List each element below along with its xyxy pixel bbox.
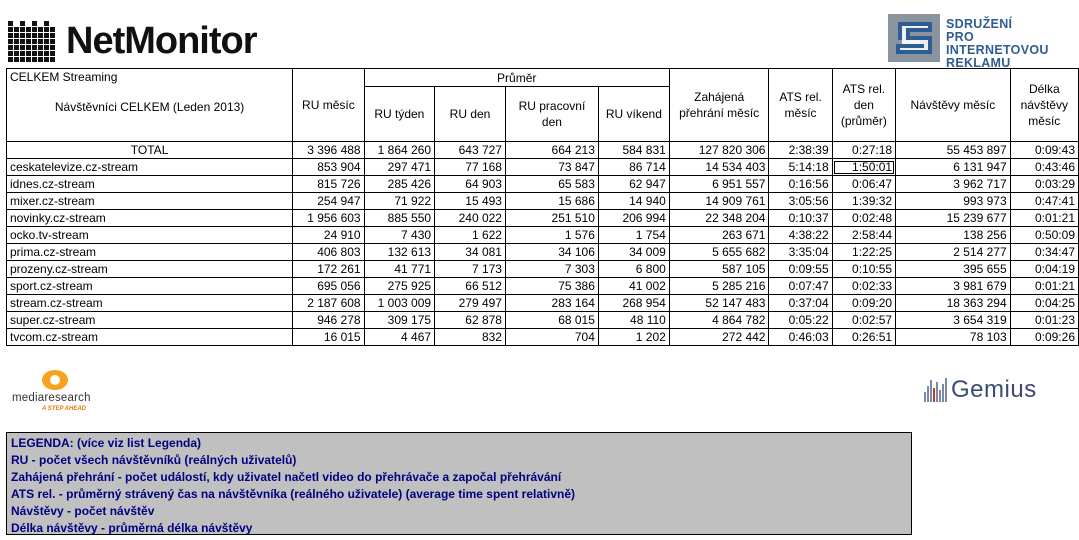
cell-ru-vikend[interactable]: 62 947 — [598, 176, 669, 193]
netmonitor-dot — [32, 39, 37, 44]
cell-ru-mesic[interactable]: 172 261 — [293, 261, 364, 278]
cell-ru-tyden[interactable]: 71 922 — [364, 193, 434, 210]
cell-zahajena[interactable]: 263 671 — [669, 227, 769, 244]
cell-zahajena[interactable]: 52 147 483 — [669, 295, 769, 312]
cell-ats-den[interactable]: 1:39:32 — [832, 193, 895, 210]
table-row — [7, 312, 1079, 329]
netmonitor-dot — [32, 51, 37, 56]
cell-navstevy[interactable]: 55 453 897 — [896, 142, 1011, 159]
mediaresearch-logo — [12, 370, 112, 414]
spir-logo — [888, 14, 1079, 70]
cell-delka[interactable]: 0:01:23 — [1010, 312, 1078, 329]
netmonitor-dot — [14, 57, 19, 62]
legend-line-4: ATS rel. - průměrný strávený čas na návštěvníka (reálného uživatele) (average time spent relativně) — [11, 487, 575, 501]
legend-line-3: Zahájená přehrání - počet událostí, kdy uživatel načetl video do přehrávače a započal přehrávání — [11, 470, 562, 484]
netmonitor-dot — [8, 33, 13, 38]
cell-delka[interactable]: 0:09:26 — [1010, 329, 1078, 346]
netmonitor-dot — [44, 21, 49, 26]
cell-zahajena[interactable]: 127 820 306 — [669, 142, 769, 159]
netmonitor-dot — [20, 57, 25, 62]
cell-ru-tyden[interactable]: 1 864 260 — [364, 142, 434, 159]
col-header-ru-den[interactable]: RU den — [435, 87, 506, 142]
cell-ats-mesic[interactable]: 0:10:37 — [769, 210, 832, 227]
cell-delka[interactable]: 0:47:41 — [1010, 193, 1078, 210]
cell-ru-vikend[interactable]: 34 009 — [598, 244, 669, 261]
cell-delka[interactable]: 0:34:47 — [1010, 244, 1078, 261]
cell-ats-mesic[interactable]: 2:38:39 — [769, 142, 832, 159]
netmonitor-dot — [26, 33, 31, 38]
netmonitor-dot — [50, 33, 55, 38]
cell-ats-mesic[interactable]: 0:05:22 — [769, 312, 832, 329]
col-header-ru-pracovni-den[interactable]: RU pracovní den — [505, 87, 598, 142]
cell-navstevy[interactable]: 3 962 717 — [896, 176, 1011, 193]
col-header-zahajena[interactable]: Zahájená přehrání měsíc — [669, 69, 769, 142]
cell-ru-den[interactable]: 15 493 — [435, 193, 506, 210]
gemius-bars-icon — [924, 378, 947, 402]
streaming-table — [6, 68, 1079, 346]
cell-ats-mesic[interactable]: 0:07:47 — [769, 278, 832, 295]
cell-ats-mesic[interactable]: 3:05:56 — [769, 193, 832, 210]
netmonitor-dot — [26, 45, 31, 50]
cell-ru-pracovni-den[interactable]: 15 686 — [505, 193, 598, 210]
cell-ru-den[interactable]: 7 173 — [435, 261, 506, 278]
netmonitor-dot — [8, 51, 13, 56]
cell-ru-tyden[interactable]: 275 925 — [364, 278, 434, 295]
cell-ats-den[interactable]: 0:27:18 — [832, 142, 895, 159]
table-row — [7, 278, 1079, 295]
cell-ru-den[interactable]: 77 168 — [435, 159, 506, 176]
cell-ru-vikend[interactable]: 268 954 — [598, 295, 669, 312]
netmonitor-dot — [44, 45, 49, 50]
gemius-bar — [939, 390, 941, 402]
netmonitor-dot — [32, 45, 37, 50]
cell-ru-den[interactable]: 62 878 — [435, 312, 506, 329]
netmonitor-dot — [44, 27, 49, 32]
cell-ats-den[interactable]: 1:22:25 — [832, 244, 895, 261]
cell-ru-mesic[interactable]: 16 015 — [293, 329, 364, 346]
netmonitor-dot — [14, 27, 19, 32]
row-site-name[interactable]: stream.cz-stream — [7, 295, 293, 312]
cell-navstevy[interactable]: 993 973 — [896, 193, 1011, 210]
cell-zahajena[interactable]: 14 534 403 — [669, 159, 769, 176]
cell-ats-mesic[interactable]: 0:37:04 — [769, 295, 832, 312]
cell-delka[interactable]: 0:01:21 — [1010, 210, 1078, 227]
cell-ats-den[interactable]: 2:58:44 — [832, 227, 895, 244]
netmonitor-dot — [14, 45, 19, 50]
cell-ru-den[interactable]: 240 022 — [435, 210, 506, 227]
cell-ru-pracovni-den[interactable]: 34 106 — [505, 244, 598, 261]
legend-line-6: Délka návštěvy - průměrná délka návštěvy — [11, 521, 253, 535]
netmonitor-dots-icon — [8, 21, 60, 61]
cell-delka[interactable]: 0:09:43 — [1010, 142, 1078, 159]
cell-navstevy[interactable]: 395 655 — [896, 261, 1011, 278]
col-header-ru-tyden[interactable]: RU týden — [364, 87, 434, 142]
gemius-bar — [927, 386, 929, 402]
cell-ru-pracovni-den[interactable]: 1 576 — [505, 227, 598, 244]
gemius-bar — [942, 384, 944, 402]
netmonitor-dot — [50, 45, 55, 50]
netmonitor-logo — [8, 18, 257, 64]
netmonitor-dot — [8, 57, 13, 62]
legend-box — [6, 432, 912, 535]
cell-ru-pracovni-den[interactable]: 7 303 — [505, 261, 598, 278]
cell-ru-vikend[interactable]: 1 202 — [598, 329, 669, 346]
cell-ru-pracovni-den[interactable]: 664 213 — [505, 142, 598, 159]
cell-ats-mesic[interactable]: 0:16:56 — [769, 176, 832, 193]
spir-mark-icon — [888, 14, 940, 62]
cell-ru-tyden[interactable]: 309 175 — [364, 312, 434, 329]
cell-ru-vikend[interactable]: 48 110 — [598, 312, 669, 329]
netmonitor-dot — [38, 33, 43, 38]
cell-navstevy[interactable]: 3 654 319 — [896, 312, 1011, 329]
table-row — [7, 244, 1079, 261]
cell-ats-den[interactable]: 0:10:55 — [832, 261, 895, 278]
col-header-ats-den[interactable]: ATS rel. den (průměr) — [832, 69, 895, 142]
netmonitor-dot — [20, 39, 25, 44]
cell-ru-den[interactable]: 64 903 — [435, 176, 506, 193]
netmonitor-dot — [32, 33, 37, 38]
row-site-name[interactable]: ocko.tv-stream — [7, 227, 293, 244]
netmonitor-dot — [26, 39, 31, 44]
netmonitor-dot — [50, 51, 55, 56]
cell-zahajena[interactable]: 272 442 — [669, 329, 769, 346]
cell-zahajena[interactable]: 22 348 204 — [669, 210, 769, 227]
cell-zahajena[interactable]: 4 864 782 — [669, 312, 769, 329]
cell-ru-mesic[interactable]: 815 726 — [293, 176, 364, 193]
netmonitor-dot — [14, 33, 19, 38]
cell-navstevy[interactable]: 2 514 277 — [896, 244, 1011, 261]
cell-ru-pracovni-den[interactable]: 704 — [505, 329, 598, 346]
netmonitor-dot — [50, 27, 55, 32]
gemius-logo — [924, 376, 1037, 404]
cell-ru-pracovni-den[interactable]: 73 847 — [505, 159, 598, 176]
cell-ru-den[interactable]: 832 — [435, 329, 506, 346]
cell-navstevy[interactable]: 6 131 947 — [896, 159, 1011, 176]
cell-ru-vikend[interactable]: 41 002 — [598, 278, 669, 295]
netmonitor-dot — [38, 39, 43, 44]
netmonitor-dot — [44, 57, 49, 62]
table-subtitle: Návštěvníci CELKEM (Leden 2013) — [54, 100, 245, 114]
cell-zahajena[interactable]: 587 105 — [669, 261, 769, 278]
cell-ru-mesic[interactable]: 24 910 — [293, 227, 364, 244]
table-row — [7, 295, 1079, 312]
cell-ru-mesic[interactable]: 853 904 — [293, 159, 364, 176]
cell-ru-pracovni-den[interactable]: 68 015 — [505, 312, 598, 329]
gemius-bar — [933, 388, 935, 402]
netmonitor-dot — [8, 39, 13, 44]
netmonitor-dot — [20, 33, 25, 38]
netmonitor-dot — [14, 51, 19, 56]
table-row — [7, 329, 1079, 346]
cell-delka[interactable]: 0:50:09 — [1010, 227, 1078, 244]
netmonitor-dot — [20, 21, 25, 26]
cell-ru-den[interactable]: 643 727 — [435, 142, 506, 159]
netmonitor-dot — [44, 39, 49, 44]
cell-ats-den[interactable]: 0:06:47 — [832, 176, 895, 193]
cell-ru-mesic[interactable]: 1 956 603 — [293, 210, 364, 227]
netmonitor-dot — [32, 21, 37, 26]
netmonitor-dot — [26, 27, 31, 32]
cell-ats-den[interactable]: 0:02:57 — [832, 312, 895, 329]
netmonitor-dot — [26, 51, 31, 56]
table-body — [7, 142, 1079, 346]
gemius-bar — [930, 380, 932, 402]
row-site-name[interactable]: mixer.cz-stream — [7, 193, 293, 210]
netmonitor-dot — [20, 45, 25, 50]
netmonitor-logo-text: NetMonitor — [66, 20, 257, 62]
cell-ats-den[interactable]: 0:09:20 — [832, 295, 895, 312]
netmonitor-dot — [32, 27, 37, 32]
netmonitor-dot — [44, 33, 49, 38]
row-site-name[interactable]: ceskatelevize.cz-stream — [7, 159, 293, 176]
row-site-name[interactable]: super.cz-stream — [7, 312, 293, 329]
netmonitor-dot — [38, 57, 43, 62]
cell-ru-tyden[interactable]: 297 471 — [364, 159, 434, 176]
row-site-name[interactable]: idnes.cz-stream — [7, 176, 293, 193]
netmonitor-dot — [26, 57, 31, 62]
spir-line-1: SDRUŽENÍ — [946, 17, 1013, 31]
table-title: CELKEM Streaming — [10, 70, 118, 84]
cell-ru-tyden[interactable]: 885 550 — [364, 210, 434, 227]
gemius-bar — [945, 378, 947, 402]
mediaresearch-logo-text: mediaresearch — [12, 392, 91, 404]
netmonitor-dot — [8, 21, 13, 26]
cell-ats-den[interactable]: 1:50:01 — [832, 159, 895, 176]
netmonitor-dot — [38, 27, 43, 32]
col-header-navstevy[interactable]: Návštěvy měsíc — [896, 69, 1011, 142]
cell-ru-vikend[interactable]: 206 994 — [598, 210, 669, 227]
cell-ru-mesic[interactable]: 2 187 608 — [293, 295, 364, 312]
cell-ru-den[interactable]: 1 622 — [435, 227, 506, 244]
cell-zahajena[interactable]: 5 655 682 — [669, 244, 769, 261]
cell-ru-vikend[interactable]: 86 714 — [598, 159, 669, 176]
netmonitor-dot — [20, 27, 25, 32]
cell-delka[interactable]: 0:04:25 — [1010, 295, 1078, 312]
row-site-name[interactable]: TOTAL — [7, 142, 293, 159]
cell-ru-mesic[interactable]: 695 056 — [293, 278, 364, 295]
netmonitor-dot — [8, 45, 13, 50]
cell-navstevy[interactable]: 15 239 677 — [896, 210, 1011, 227]
cell-ru-mesic[interactable]: 406 803 — [293, 244, 364, 261]
netmonitor-dot — [50, 39, 55, 44]
netmonitor-dot — [44, 51, 49, 56]
col-header-delka[interactable]: Délka návštěvy měsíc — [1010, 69, 1078, 142]
cell-ats-mesic[interactable]: 3:35:04 — [769, 244, 832, 261]
gemius-logo-text: Gemius — [951, 376, 1037, 403]
cell-ru-mesic[interactable]: 254 947 — [293, 193, 364, 210]
cell-delka[interactable]: 0:03:29 — [1010, 176, 1078, 193]
netmonitor-dot — [50, 57, 55, 62]
table-row — [7, 193, 1079, 210]
cell-ru-tyden[interactable]: 1 003 009 — [364, 295, 434, 312]
cell-ru-mesic[interactable]: 946 278 — [293, 312, 364, 329]
cell-ru-tyden[interactable]: 132 613 — [364, 244, 434, 261]
cell-ru-vikend[interactable]: 584 831 — [598, 142, 669, 159]
legend-line-1: LEGENDA: (více viz list Legenda) — [11, 436, 202, 450]
netmonitor-dot — [14, 39, 19, 44]
cell-delka[interactable]: 0:04:19 — [1010, 261, 1078, 278]
cell-ru-den[interactable]: 279 497 — [435, 295, 506, 312]
table-row — [7, 227, 1079, 244]
cell-ru-mesic[interactable]: 3 396 488 — [293, 142, 364, 159]
cell-ats-den[interactable]: 0:02:48 — [832, 210, 895, 227]
netmonitor-dot — [50, 21, 55, 26]
cell-zahajena[interactable]: 6 951 557 — [669, 176, 769, 193]
cell-ru-tyden[interactable]: 4 467 — [364, 329, 434, 346]
legend-line-5: Návštěvy - počet návštěv — [11, 504, 155, 518]
netmonitor-dot — [14, 21, 19, 26]
cell-delka[interactable]: 0:01:21 — [1010, 278, 1078, 295]
row-site-name[interactable]: prozeny.cz-stream — [7, 261, 293, 278]
cell-ats-den[interactable]: 0:26:51 — [832, 329, 895, 346]
cell-zahajena[interactable]: 5 285 216 — [669, 278, 769, 295]
cell-ru-pracovni-den[interactable]: 283 164 — [505, 295, 598, 312]
col-group-prumer[interactable]: Průměr — [364, 69, 669, 87]
gemius-bar — [936, 382, 938, 402]
cell-ats-mesic[interactable]: 5:14:18 — [769, 159, 832, 176]
cell-ats-den[interactable]: 0:02:33 — [832, 278, 895, 295]
cell-ru-pracovni-den[interactable]: 75 386 — [505, 278, 598, 295]
cell-ru-pracovni-den[interactable]: 65 583 — [505, 176, 598, 193]
cell-ru-pracovni-den[interactable]: 251 510 — [505, 210, 598, 227]
row-site-name[interactable]: sport.cz-stream — [7, 278, 293, 295]
table-title-cell[interactable] — [7, 69, 293, 142]
cell-ats-mesic[interactable]: 0:46:03 — [769, 329, 832, 346]
cell-ats-mesic[interactable]: 4:38:22 — [769, 227, 832, 244]
cell-ats-mesic[interactable]: 0:09:55 — [769, 261, 832, 278]
cell-navstevy[interactable]: 78 103 — [896, 329, 1011, 346]
col-header-ats-mesic[interactable]: ATS rel. měsíc — [769, 69, 832, 142]
col-header-ru-mesic[interactable]: RU měsíc — [293, 69, 364, 142]
cell-ru-tyden[interactable]: 41 771 — [364, 261, 434, 278]
spir-line-2: PRO INTERNETOVOU — [946, 30, 1049, 57]
cell-ru-den[interactable]: 66 512 — [435, 278, 506, 295]
gemius-bar — [924, 392, 926, 402]
table-row — [7, 159, 1079, 176]
cell-navstevy[interactable]: 18 363 294 — [896, 295, 1011, 312]
cell-ru-tyden[interactable]: 285 426 — [364, 176, 434, 193]
cell-ru-tyden[interactable]: 7 430 — [364, 227, 434, 244]
row-site-name[interactable]: tvcom.cz-stream — [7, 329, 293, 346]
cell-navstevy[interactable]: 138 256 — [896, 227, 1011, 244]
legend-line-2: RU - počet všech návštěvníků (reálných uživatelů) — [11, 453, 297, 467]
spir-line-3: REKLAMU — [946, 56, 1011, 70]
netmonitor-dot — [38, 45, 43, 50]
netmonitor-dot — [38, 51, 43, 56]
cell-ru-den[interactable]: 34 081 — [435, 244, 506, 261]
row-site-name[interactable]: novinky.cz-stream — [7, 210, 293, 227]
cell-ru-vikend[interactable]: 14 940 — [598, 193, 669, 210]
total-row — [7, 142, 1079, 159]
netmonitor-dot — [32, 57, 37, 62]
netmonitor-dot — [20, 51, 25, 56]
spir-logo-text — [946, 14, 1079, 70]
row-site-name[interactable]: prima.cz-stream — [7, 244, 293, 261]
netmonitor-dot — [38, 21, 43, 26]
cell-navstevy[interactable]: 3 981 679 — [896, 278, 1011, 295]
table-row — [7, 210, 1079, 227]
col-header-ru-vikend[interactable]: RU víkend — [598, 87, 669, 142]
cell-delka[interactable]: 0:43:46 — [1010, 159, 1078, 176]
netmonitor-dot — [8, 27, 13, 32]
mediaresearch-circle-icon — [42, 370, 68, 390]
netmonitor-dot — [26, 21, 31, 26]
cell-ru-vikend[interactable]: 1 754 — [598, 227, 669, 244]
cell-zahajena[interactable]: 14 909 761 — [669, 193, 769, 210]
table-row — [7, 261, 1079, 278]
table-row — [7, 176, 1079, 193]
mediaresearch-tagline: A STEP AHEAD — [42, 406, 87, 412]
cell-ru-vikend[interactable]: 6 800 — [598, 261, 669, 278]
